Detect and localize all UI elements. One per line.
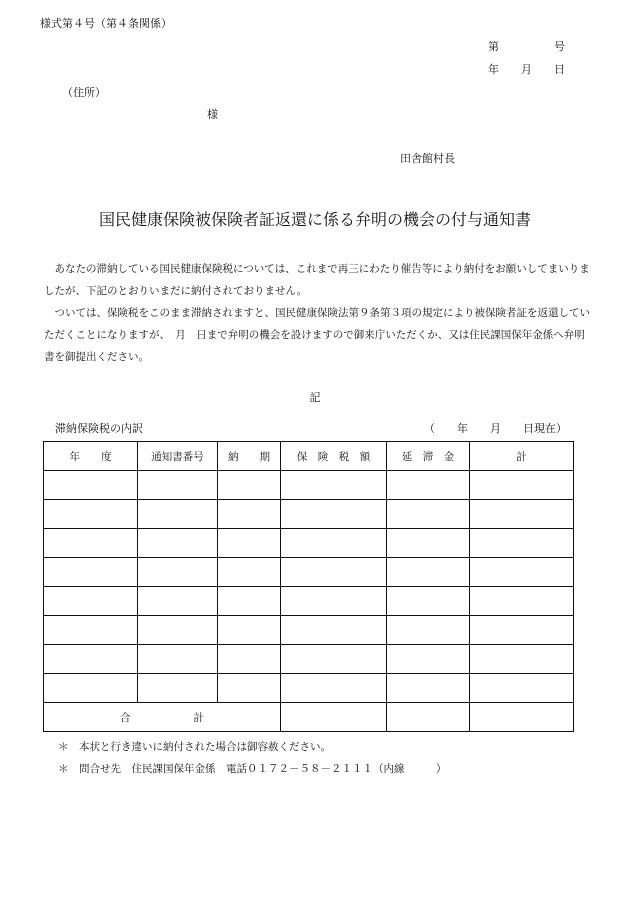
table-cell [387,500,470,529]
total-cell [470,703,574,732]
table-cell [470,500,574,529]
table-cell [44,500,138,529]
table-cell [387,645,470,674]
table-cell [470,558,574,587]
table-cell [470,616,574,645]
table-cell [218,500,281,529]
total-cell [281,703,387,732]
table-cell [218,471,281,500]
table-row [44,645,574,674]
address-label: （住所） [62,86,106,99]
table-cell [470,529,574,558]
table-header-row [44,442,574,471]
table-cell [281,587,387,616]
document-date: 年 月 日 [488,63,565,76]
total-cell [387,703,470,732]
table-cell [281,616,387,645]
table-row [44,674,574,703]
table-cell [470,645,574,674]
table-row [44,616,574,645]
table-cell [387,471,470,500]
header-fiscal-year: 年 度 [44,442,138,471]
note-payment-crossing: ＊ 本状と行き違いに納付された場合は御容赦ください。 [58,741,331,753]
table-cell [218,616,281,645]
table-cell [44,616,138,645]
table-cell [218,645,281,674]
table-cell [387,616,470,645]
table-caption: 滞納保険税の内訳 [55,422,143,435]
issuer-name: 田舎館村長 [400,152,455,165]
table-cell [387,558,470,587]
as-of-date: （ 年 月 日現在） [424,422,567,435]
table-cell [138,529,218,558]
total-label: 合 計 [44,703,281,732]
table-cell [470,471,574,500]
table-cell [218,587,281,616]
table-cell [44,471,138,500]
recipient-honorific: 様 [207,108,218,121]
header-due-period: 納 期 [218,442,281,471]
table-cell [218,558,281,587]
table-row [44,587,574,616]
document-title: 国民健康保険被保険者証返還に係る弁明の機会の付与通知書 [98,210,531,229]
table-cell [218,674,281,703]
body-paragraph-2 [44,302,592,368]
header-tax-amount: 保 険 税 額 [281,442,387,471]
note-contact: ＊ 問合せ先 住民課国保年金係 電話０１７２－５８－２１１１（内線 ） [58,763,447,775]
table-cell [138,558,218,587]
table-cell [44,558,138,587]
table-cell [387,587,470,616]
table-cell [218,529,281,558]
table-cell [44,674,138,703]
table-row [44,529,574,558]
table-cell [44,645,138,674]
table-cell [470,587,574,616]
table-cell [281,558,387,587]
document-number: 第 号 [488,40,565,53]
table-cell [387,529,470,558]
table-cell [281,529,387,558]
record-mark: 記 [309,391,321,404]
table-cell [44,529,138,558]
table-row [44,500,574,529]
table-cell [138,587,218,616]
table-cell [281,645,387,674]
body-paragraph-1-text: あなたの滞納している国民健康保険税については、これまで再三にわたり催告等により納付をお願いしてまいりましたが、下記のとおりいまだに納付されておりません。 [44,263,590,297]
table-cell [470,674,574,703]
header-total: 計 [470,442,574,471]
table-cell [138,645,218,674]
table-cell [281,471,387,500]
delinquent-tax-table [43,441,574,732]
table-cell [387,674,470,703]
table-cell [281,674,387,703]
table-cell [138,500,218,529]
table-row [44,471,574,500]
table-total-row [44,703,574,732]
body-paragraph-2-text: ついては、保険税をこのまま滞納されますと、国民健康保険法第９条第３項の規定により被保険者証を返還していただくことになりますが、 月 日まで弁明の機会を設けますので御来庁いただくか、又は住民課国保年金係へ弁明書を御提出ください。 [44,307,590,363]
table-cell [138,616,218,645]
table-row [44,558,574,587]
header-notice-number: 通知書番号 [138,442,218,471]
header-late-fee: 延 滞 金 [387,442,470,471]
table-cell [281,500,387,529]
body-paragraph-1 [44,258,592,302]
form-number: 様式第４号（第４条関係） [40,17,172,30]
table-cell [138,471,218,500]
table-cell [138,674,218,703]
table-cell [44,587,138,616]
